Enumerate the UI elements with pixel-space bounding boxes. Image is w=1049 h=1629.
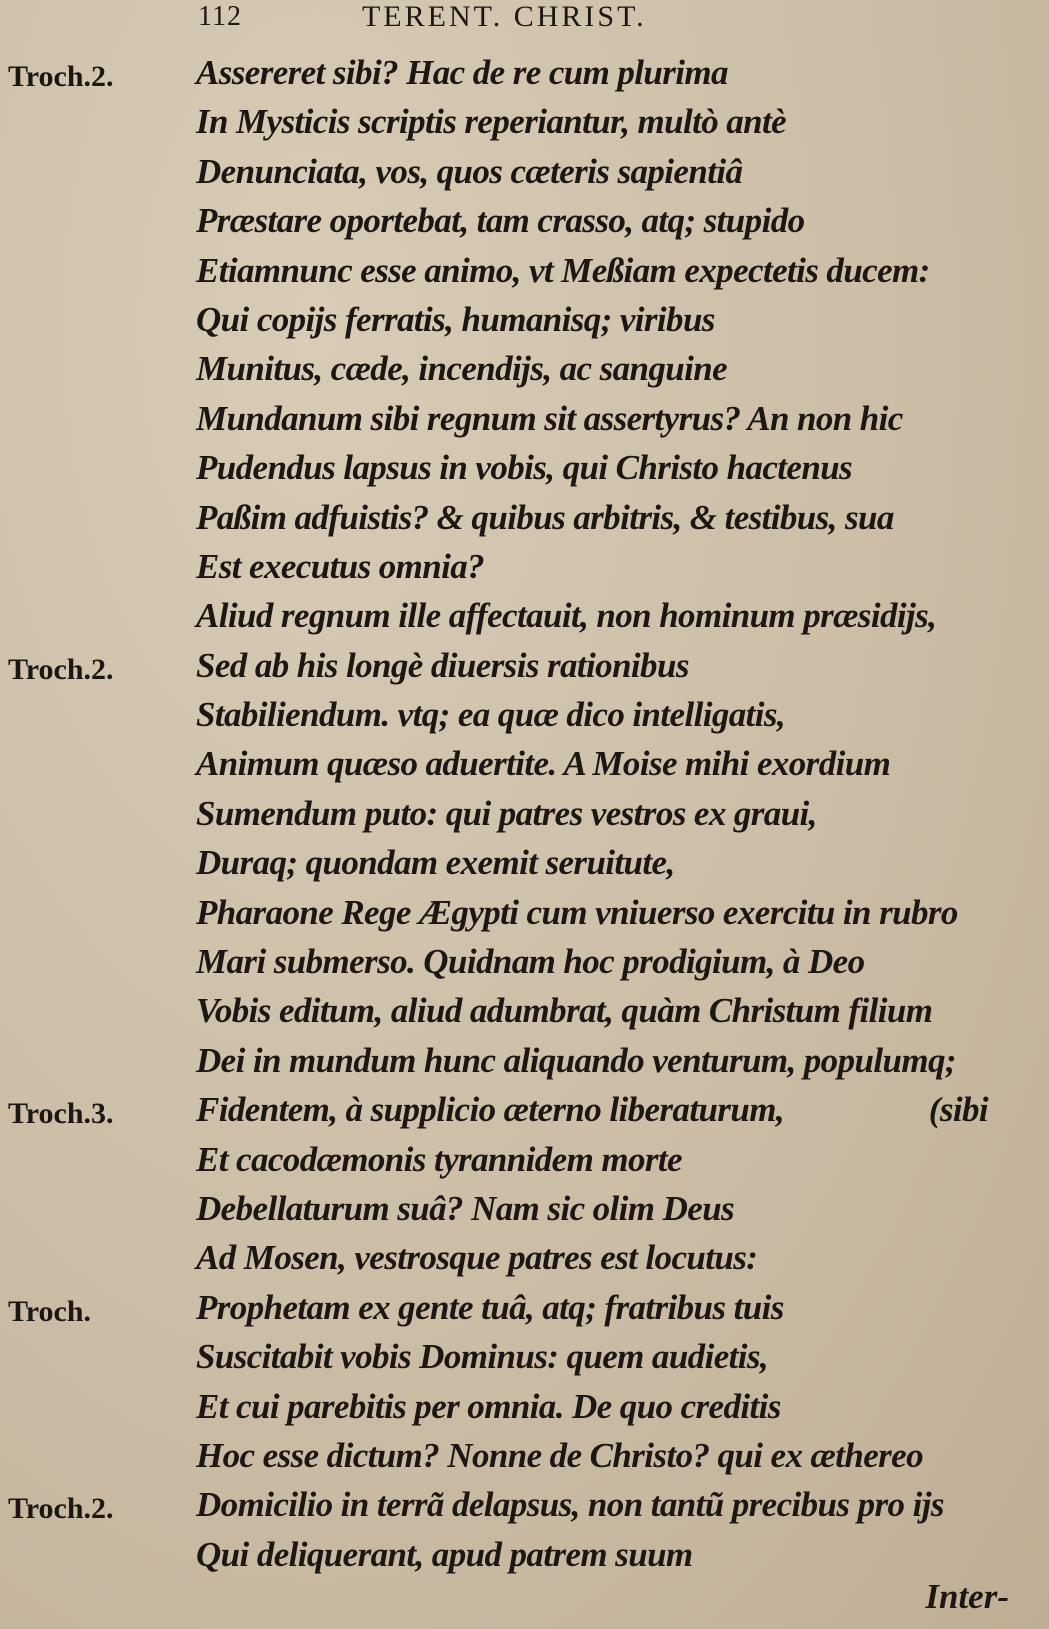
verse-line-text: Paßim adfuistis? & quibus arbitris, & testibus, sua: [196, 497, 894, 537]
verse-line: [8, 641, 1016, 690]
verse-line-text: Ad Mosen, vestrosque patres est locutus:: [196, 1238, 758, 1278]
page-header: [198, 0, 647, 34]
verse-line: [196, 246, 1016, 295]
verse-line-text: Et cui parebitis per omnia. De quo creditis: [196, 1386, 781, 1426]
verse-line-text: Mari submerso. Quidnam hoc prodigium, à Deo: [196, 942, 865, 982]
verse-line-text: Aliud regnum ille affectauit, non hominum præsidijs,: [196, 596, 937, 636]
verse-line: [8, 1085, 1016, 1134]
verse-line-text: Prophetam ex gente tuâ, atq; fratribus tuis: [196, 1287, 784, 1327]
verse-line: [196, 147, 1016, 196]
verse-line: [196, 542, 1016, 591]
verse-line-text: Præstare oportebat, tam crasso, atq; stupido: [196, 201, 805, 241]
verse-line: [196, 1382, 1016, 1431]
verse-line: [196, 394, 1016, 443]
verse-line-text: Stabiliendum. vtq; ea quæ dico intelligatis,: [196, 695, 786, 735]
running-title: TERENT. CHRIST.: [361, 0, 647, 33]
verse-line: [196, 344, 1016, 393]
verse-line: [196, 97, 1016, 146]
verse-line-text: In Mysticis scriptis reperiantur, multò antè: [196, 102, 787, 142]
verse-line-text: Vobis editum, aliud adumbrat, quàm Christum filium: [196, 991, 933, 1031]
verse-line: [196, 986, 1016, 1035]
marginal-note: Troch.2.: [8, 60, 114, 93]
page-number: 112: [198, 1, 242, 32]
verse-line: [196, 493, 1016, 542]
verse-line-text: Pharaone Rege Ægypti cum vniuerso exercitu in rubro: [196, 892, 958, 932]
verse-line-text: Hoc esse dictum? Nonne de Christo? qui ex æthereo: [196, 1435, 923, 1475]
verse-line: [8, 1283, 1016, 1332]
verse-line: [196, 295, 1016, 344]
verse-line-text: Animum quæso aduertite. A Moise mihi exordium: [196, 744, 891, 784]
verse-text: [8, 48, 1016, 1579]
verse-line-text: Domicilio in terrã delapsus, non tantũ precibus pro ijs: [196, 1485, 944, 1525]
verse-line-text: Fidentem, à supplicio æterno liberaturum,: [196, 1090, 784, 1130]
verse-line-text: Qui deliquerant, apud patrem suum: [196, 1534, 693, 1574]
verse-line-text: Munitus, cæde, incendijs, ac sanguine: [196, 349, 728, 389]
catchword: Inter-: [925, 1577, 1009, 1616]
verse-line-text: Est executus omnia?: [196, 546, 485, 586]
verse-line-text: Duraq; quondam exemit seruitute,: [196, 843, 675, 883]
verse-line: [196, 1036, 1016, 1085]
marginal-note: Troch.2.: [8, 652, 114, 686]
verse-line-text: Assereret sibi? Hac de re cum plurima: [196, 53, 728, 92]
verse-line: [196, 1332, 1016, 1381]
verse-line-text: Debellaturum suâ? Nam sic olim Deus: [196, 1188, 735, 1228]
verse-line-text: Sumendum puto: qui patres vestros ex graui,: [196, 793, 817, 833]
turnover-word: (sibi: [928, 1090, 988, 1130]
verse-line: [196, 591, 1016, 640]
verse-line: [196, 838, 1016, 887]
verse-line: [196, 690, 1016, 739]
verse-line-text: Qui copijs ferratis, humanisq; viribus: [196, 299, 715, 339]
verse-line: [196, 789, 1016, 838]
verse-line-text: Sed ab his longè diuersis rationibus: [196, 645, 689, 685]
verse-line-text: Dei in mundum hunc aliquando venturum, populumq;: [196, 1040, 956, 1080]
verse-line: [196, 1184, 1016, 1233]
verse-line-text: Mundanum sibi regnum sit assertyrus? An non hic: [196, 398, 903, 438]
marginal-note: Troch.2.: [8, 1492, 114, 1526]
verse-line: [196, 937, 1016, 986]
verse-line-text: Denunciata, vos, quos cæteris sapientiâ: [196, 151, 743, 191]
marginal-note: Troch.3.: [8, 1097, 114, 1131]
verse-line: [196, 196, 1016, 245]
verse-line: [196, 888, 1016, 937]
verse-line: [196, 1530, 1016, 1579]
verse-line-text: Pudendus lapsus in vobis, qui Christo hactenus: [196, 448, 853, 488]
verse-line: [196, 1135, 1016, 1184]
verse-line: [196, 1431, 1016, 1480]
verse-line: [196, 443, 1016, 492]
verse-line: [196, 1233, 1016, 1282]
verse-line: [8, 48, 1016, 97]
verse-line-text: Suscitabit vobis Dominus: quem audietis,: [196, 1337, 769, 1377]
verse-line-text: Et cacodæmonis tyrannidem morte: [196, 1139, 682, 1179]
verse-line-text: Etiamnunc esse animo, vt Meßiam expectetis ducem:: [196, 250, 930, 290]
marginal-note: Troch.: [8, 1294, 92, 1328]
verse-line: [196, 739, 1016, 788]
verse-line: [8, 1480, 1016, 1529]
